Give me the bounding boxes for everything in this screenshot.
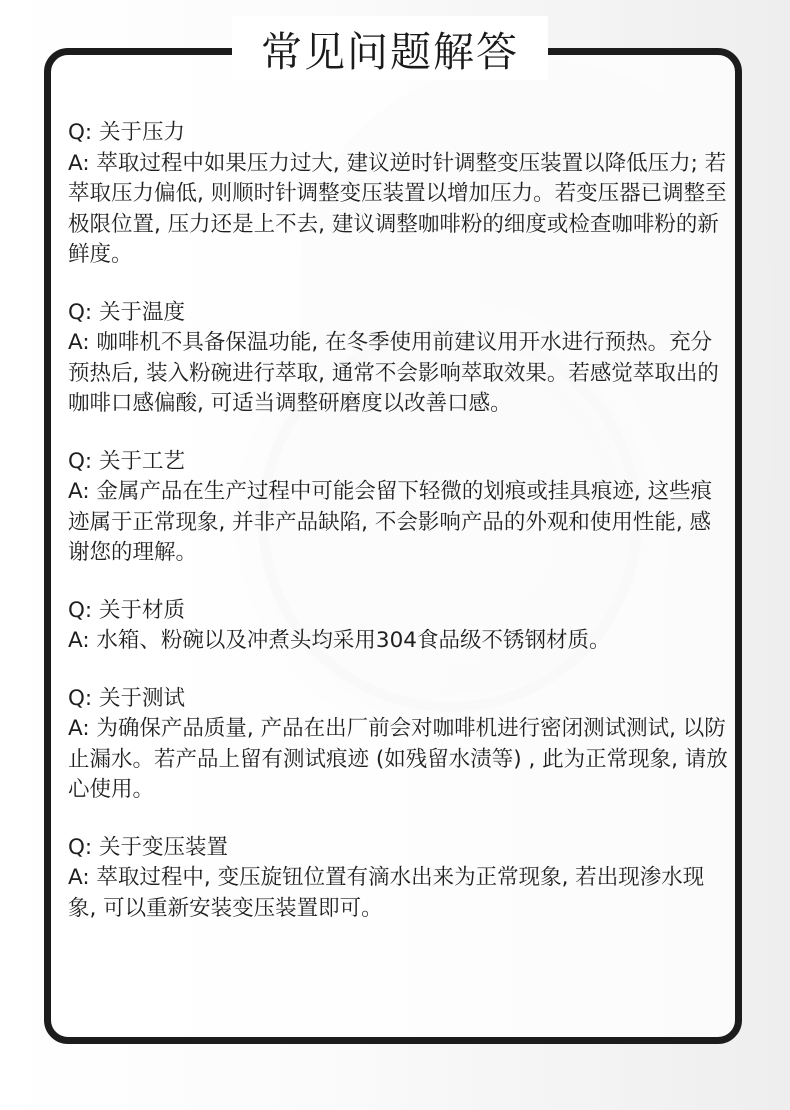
faq-answer: A: 为确保产品质量, 产品在出厂前会对咖啡机进行密闭测试测试, 以防止漏水。若产品上留有测试痕迹 (如残留水渍等) , 此为正常现象, 请放心使用。 [68,716,728,802]
faq-answer: A: 萃取过程中, 变压旋钮位置有滴水出来为正常现象, 若出现渗水现象, 可以重新安装变压装置即可。 [68,865,705,921]
faq-item-temperature [68,298,728,420]
faq-answer: A: 金属产品在生产过程中可能会留下轻微的划痕或挂具痕迹, 这些痕迹属于正常现象, 并非产品缺陷, 不会影响产品的外观和使用性能, 感谢您的理解。 [68,479,713,565]
faq-question: Q: 关于测试 [68,685,186,711]
faq-answer: A: 萃取过程中如果压力过大, 建议逆时针调整变压装置以降低压力; 若萃取压力偏低, 则顺时针调整变压装置以增加压力。若变压器已调整至极限位置, 压力还是上不去, 建议调整咖啡粉的细度或检查咖啡粉的新鲜度。 [68,150,727,267]
faq-item-pressure [68,118,728,271]
faq-question: Q: 关于温度 [68,299,186,325]
faq-question: Q: 关于材质 [68,597,186,623]
faq-answer: A: 咖啡机不具备保温功能, 在冬季使用前建议用开水进行预热。充分预热后, 装入粉碗进行萃取, 通常不会影响萃取效果。若感觉萃取出的咖啡口感偏酸, 可适当调整研磨度以改善口感。 [68,330,719,416]
faq-question: Q: 关于工艺 [68,448,186,474]
faq-question: Q: 关于压力 [68,120,186,145]
faq-question: Q: 关于变压装置 [68,834,229,860]
faq-item-material [68,596,728,657]
faq-answer: A: 水箱、粉碗以及冲煮头均采用304食品级不锈钢材质。 [68,628,611,653]
faq-item-craft [68,447,728,569]
faq-item-pressure-device [68,833,728,925]
faq-list [68,118,728,951]
faq-item-testing [68,684,728,806]
page-title: 常见问题解答 [232,16,548,80]
